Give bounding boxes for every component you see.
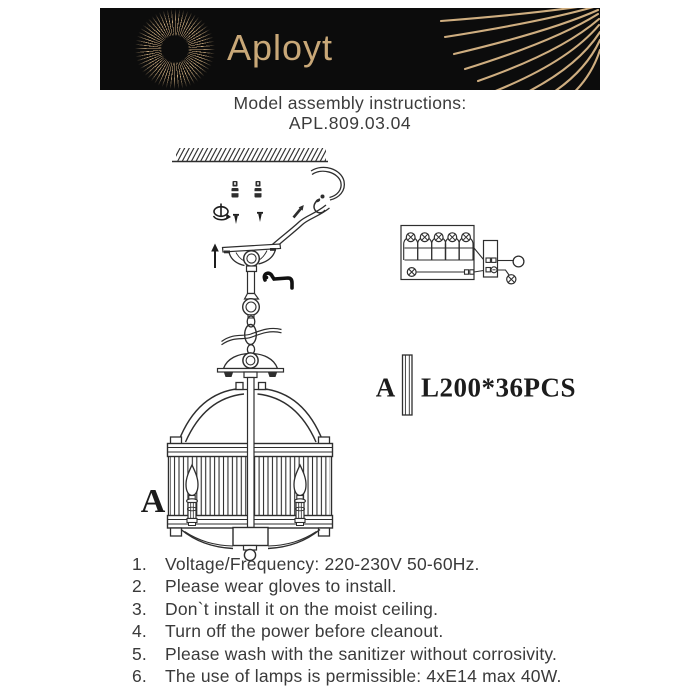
instruction-item — [132, 643, 652, 665]
fixture-canopy — [218, 353, 284, 378]
hook-wire-icon — [270, 167, 345, 250]
instruction-text: The use of lamps is permissible: 4xE14 max 40W. — [165, 666, 562, 687]
instruction-number: 3. — [132, 598, 147, 619]
wall-plug-icon — [232, 181, 262, 198]
ball-joint — [243, 299, 260, 318]
part-label: A — [375, 372, 396, 403]
instruction-number: 6. — [132, 666, 147, 687]
canopy — [223, 244, 281, 299]
page-title: Model assembly instructions: — [233, 93, 467, 113]
instruction-text: Voltage/Frequency: 220-230V 50-60Hz. — [165, 554, 480, 574]
screw-rotate-icon — [214, 204, 232, 220]
brand-logo-text: Aployt — [227, 27, 334, 68]
instruction-item — [132, 598, 652, 620]
instruction-item — [132, 665, 652, 687]
ceiling-hatch-icon — [172, 148, 328, 162]
instruction-number: 1. — [132, 554, 147, 574]
part-spec: L200*36PCS — [421, 372, 577, 403]
instruction-text: Turn off the power before cleanout. — [165, 621, 444, 642]
instruction-number: 2. — [132, 576, 147, 597]
center-rod — [248, 378, 255, 528]
chain-wire — [222, 316, 282, 354]
chandelier-label: A — [140, 483, 166, 520]
crystal-rod-part — [376, 355, 576, 415]
instruction-number: 5. — [132, 643, 147, 664]
instruction-item — [132, 575, 652, 597]
wiring-diagram — [401, 226, 524, 284]
screw-icon — [233, 213, 263, 224]
hook-tool-icon — [264, 273, 292, 288]
instruction-text: Don`t install it on the moist ceiling. — [165, 598, 439, 619]
instruction-list — [132, 553, 652, 687]
model-number: APL.809.03.04 — [288, 113, 412, 133]
instruction-text: Please wash with the sanitizer without corrosivity. — [165, 643, 558, 664]
instruction-item — [132, 553, 652, 575]
instruction-text: Please wear gloves to install. — [165, 576, 397, 597]
up-arrow-icon — [211, 244, 219, 269]
instruction-item — [132, 620, 652, 642]
instruction-number: 4. — [132, 621, 147, 642]
